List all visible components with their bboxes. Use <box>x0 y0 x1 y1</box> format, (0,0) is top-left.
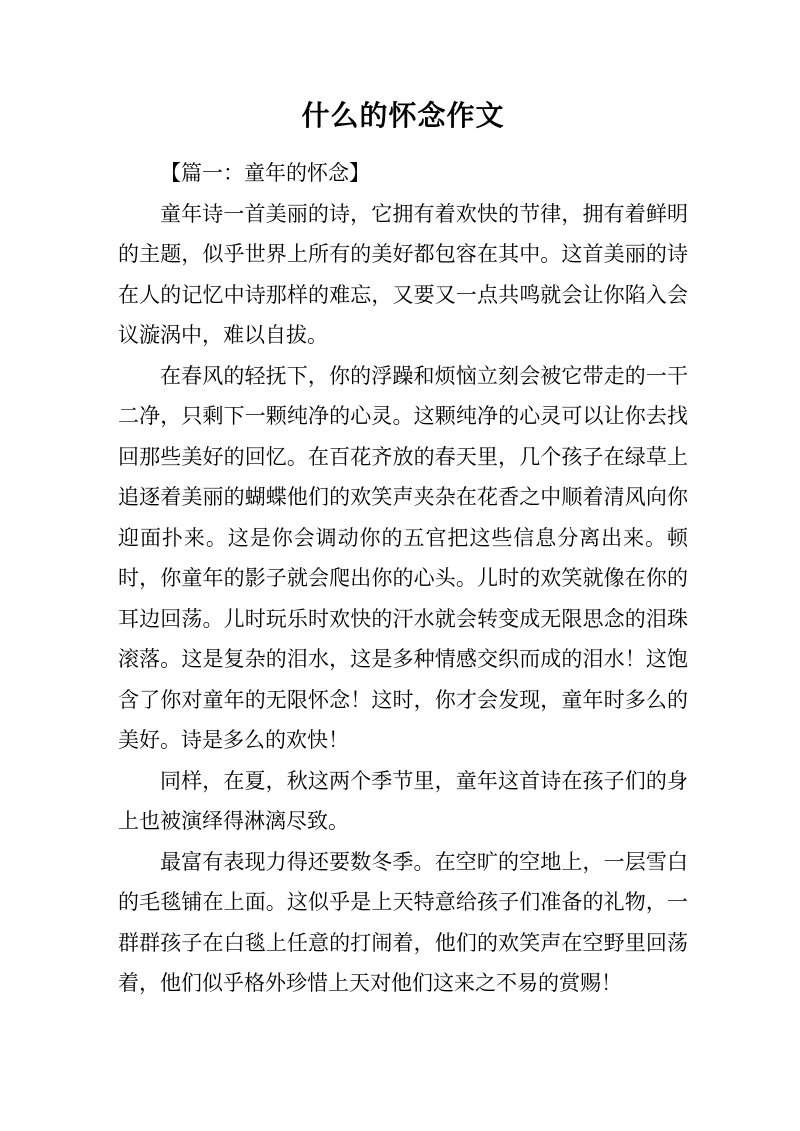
paragraph-1: 童年诗一首美丽的诗，它拥有着欢快的节律，拥有着鲜明的主题，似乎世界上所有的美好都包容在其中。这首美丽的诗在人的记忆中诗那样的难忘，又要又一点共鸣就会让你陷入会议漩涡中，难以自拔。 <box>118 201 688 347</box>
paragraph-4: 最富有表现力得还要数冬季。在空旷的空地上，一层雪白的毛毯铺在上面。这似乎是上天特意给孩子们准备的礼物，一群群孩子在白毯上任意的打闹着，他们的欢笑声在空野里回荡着，他们似乎格外珍惜上天对他们这来之不易的赏赐！ <box>118 849 688 995</box>
document-page <box>118 0 688 1131</box>
document-body <box>118 153 688 1004</box>
paragraph-3: 同样，在夏，秋这两个季节里，童年这首诗在孩子们的身上也被演绎得淋漓尽致。 <box>118 768 688 833</box>
document-title: 什么的怀念作文 <box>301 99 505 132</box>
section-heading: 【篇一：童年的怀念】 <box>160 161 370 185</box>
paragraph-2: 在春风的轻抚下，你的浮躁和烦恼立刻会被它带走的一干二净，只剩下一颗纯净的心灵。这颗纯净的心灵可以让你去找回那些美好的回忆。在百花齐放的春天里，几个孩子在绿草上追逐着美丽的蝴蝶他们的欢笑声夹杂在花香之中顺着清风向你迎面扑来。这是你会调动你的五官把这些信息分离出来。顿时，你童年的影子就会爬出你的心头。儿时的欢笑就像在你的耳边回荡。儿时玩乐时欢快的汗水就会转变成无限思念的泪珠滚落。这是复杂的泪水，这是多种情感交织而成的泪水！这饱含了你对童年的无限怀念！这时，你才会发现，童年时多么的美好。诗是多么的欢快！ <box>118 363 688 752</box>
